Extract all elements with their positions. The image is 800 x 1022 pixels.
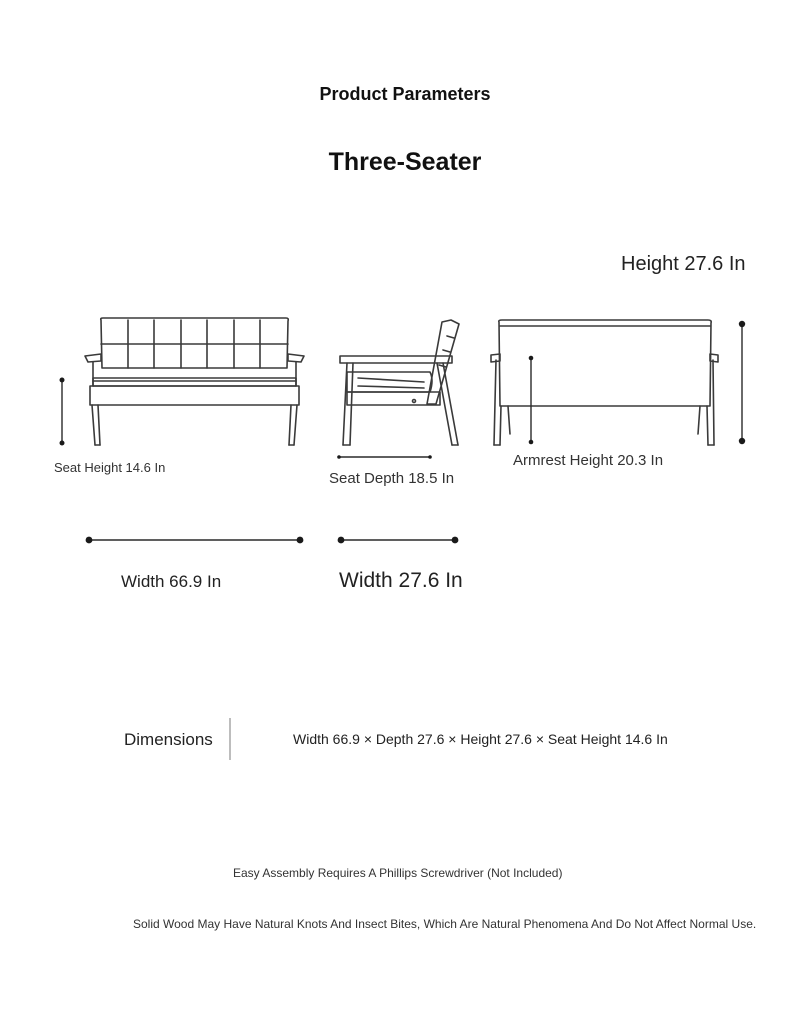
seat-depth-dimension-line <box>337 455 432 459</box>
assembly-note: Easy Assembly Requires A Phillips Screwdriver (Not Included) <box>233 866 563 880</box>
height-dimension-line <box>739 321 745 444</box>
sofa-front-view <box>85 318 304 445</box>
dimensions-value: Width 66.9 × Depth 27.6 × Height 27.6 × Seat Height 14.6 In <box>293 731 668 747</box>
side-width-label: Width 27.6 In <box>339 569 463 592</box>
dimensions-divider <box>229 718 231 760</box>
seat-height-dimension-line <box>60 378 65 446</box>
seat-height-label: Seat Height 14.6 In <box>54 460 166 475</box>
armrest-height-dimension-line <box>529 356 534 445</box>
height-label: Height 27.6 In <box>621 253 746 275</box>
side-width-dimension-line <box>338 537 459 544</box>
dimensions-heading: Dimensions <box>124 730 213 749</box>
seat-depth-label: Seat Depth 18.5 In <box>329 470 455 487</box>
page-title: Product Parameters <box>319 84 491 104</box>
armrest-height-label: Armrest Height 20.3 In <box>513 452 664 469</box>
front-width-dimension-line <box>86 537 304 544</box>
sofa-side-view <box>340 320 459 445</box>
product-variant-title: Three-Seater <box>328 148 482 176</box>
sofa-back-view <box>491 320 718 445</box>
wood-note: Solid Wood May Have Natural Knots And Insect Bites, Which Are Natural Phenomena And Do Not Affect Normal Use. <box>133 917 757 931</box>
front-width-label: Width 66.9 In <box>121 572 222 591</box>
